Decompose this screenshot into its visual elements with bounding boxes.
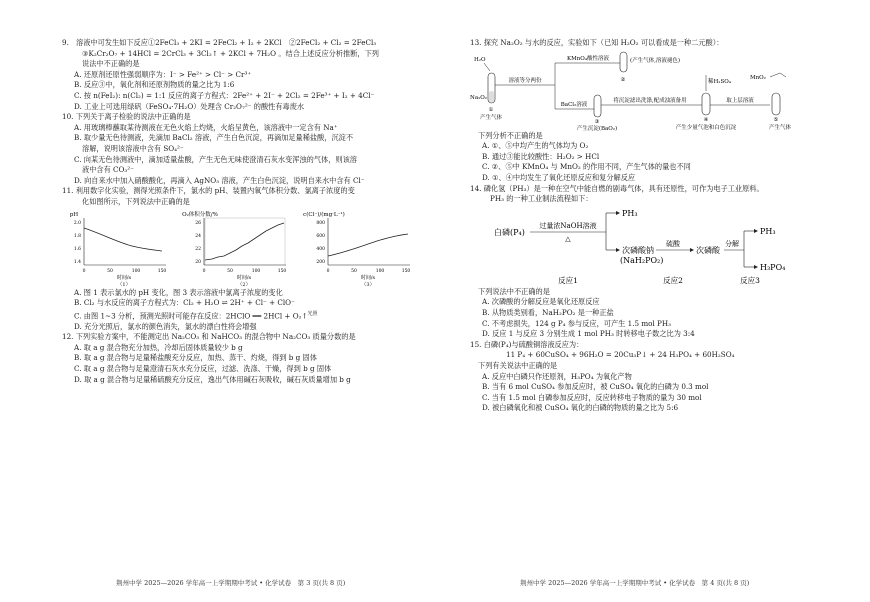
graph-3-xtick: 50 bbox=[351, 268, 357, 274]
graph-1-ylabel: pH bbox=[69, 211, 79, 218]
tube-4-observation: 产生少量气泡和白色沉淀 bbox=[675, 124, 737, 131]
graph-3-xtick: 100 bbox=[375, 268, 385, 274]
q11-option-d: D. 充分光照后，氯水的颜色消失，氯水的漂白性将会增强 bbox=[74, 321, 257, 331]
q12-option-d: D. 取 a g 混合物与足量稀硫酸充分反应，逸出气体用碱石灰吸收，碱石灰质量增加 b g bbox=[74, 374, 351, 384]
take-upper-label: 取上层溶液 bbox=[726, 97, 754, 104]
graph-2-xtick: 0 bbox=[202, 268, 206, 274]
sodium-hypophosphite-label: 次磷酸钠 bbox=[622, 245, 654, 255]
test-tube-3 bbox=[594, 95, 601, 117]
hypophosphorous-acid-label: 次磷酸 bbox=[696, 245, 720, 255]
q15-option-d: D. 被白磷氧化和被 CuSO₄ 氧化的白磷的物质的量之比为 5:6 bbox=[482, 403, 679, 413]
graph-3-ytick: 800 bbox=[316, 220, 325, 226]
graph-2-xtick: 100 bbox=[251, 268, 261, 274]
graph-2-curve bbox=[205, 223, 284, 260]
q12-option-c: C. 取 a g 混合物与足量澄清石灰水充分反应，过滤、洗涤、干燥，得到 b g 固体 bbox=[74, 364, 332, 374]
sulfuric-acid-label: 硫酸 bbox=[666, 239, 680, 248]
right-column bbox=[470, 38, 828, 414]
q10-option-a: A. 用玻璃棒蘸取某待测液在无色火焰上灼烧，火焰呈黄色，该溶液中一定含有 Na⁺ bbox=[74, 122, 338, 132]
page-footer-right: 荆州中学 2025—2026 学年高一上学期期中考试 • 化学试卷 第 4 页(共 8 页) bbox=[520, 579, 750, 587]
h3po4-product: H₃PO₄ bbox=[760, 262, 786, 272]
q14-option-c: C. 不考虑损失，124 g P₄ 参与反应，可产生 1.5 mol PH₃ bbox=[482, 318, 672, 328]
graph-1-ytick: 1.4 bbox=[73, 259, 81, 265]
left-column bbox=[62, 38, 430, 385]
tube-5-number: ⑤ bbox=[773, 116, 779, 123]
na2o2-label: Na₂O₂ bbox=[470, 94, 488, 101]
tube-5-observation: 产生气体 bbox=[768, 124, 792, 131]
q12-option-a: A. 取 a g 混合物充分加热，冷却后固体质量较少 b g bbox=[74, 342, 243, 352]
sodium-hypophosphite-formula: (NaH₂PO₂) bbox=[620, 255, 664, 265]
q12-stem: 12. 下列实验方案中，不能测定出 Na₂CO₃ 和 NaHCO₃ 的混合物中 Na₂CO₃ 质量分数的是 bbox=[62, 332, 356, 342]
kmno4-label: KMnO₄酸性溶液 bbox=[567, 55, 609, 62]
q11-option-c-text: C. 由图 1~3 分析，预测光照时可能存在反应：2HClO ══ 2HCl + O₂↑ bbox=[74, 311, 308, 321]
q11-option-a: A. 图 1 表示氯水的 pH 变化，图 3 表示溶液中氯离子浓度的变化 bbox=[74, 287, 283, 297]
h2so4-label: 稀H₂SO₄ bbox=[708, 78, 731, 85]
tube-4-number: ④ bbox=[703, 116, 709, 123]
mno2-label: MnO₂ bbox=[750, 74, 766, 81]
q15-option-b: B. 当有 6 mol CuSO₄ 参加反应时，被 CuSO₄ 氧化的白磷为 0.3 mol bbox=[482, 382, 709, 392]
q13-ask: 下列分析不正确的是 bbox=[478, 130, 543, 140]
tube-1-number: ① bbox=[488, 106, 494, 113]
graph-1-ytick: 1.8 bbox=[73, 233, 81, 239]
q11-stem-2: 化如图所示，下列说法中正确的是 bbox=[82, 196, 190, 206]
separate-label: 将沉淀滤出洗涤,配成浊液备用 bbox=[613, 97, 687, 104]
q11-option-c-condition: 光照 bbox=[307, 310, 318, 317]
q13-apparatus-diagram bbox=[470, 49, 828, 131]
graph-3-ytick: 400 bbox=[316, 246, 325, 252]
white-phosphorus-label: 白磷(P₄) bbox=[494, 227, 525, 237]
q11-stem-1: 11. 利用数字化实验，测得光照条件下，氯水的 pH、装置内氧气体积分数、氯离子浓度的变 bbox=[62, 186, 355, 196]
q10-option-c-1: C. 向某无色待测液中，滴加适量盐酸，产生无色无味使澄清石灰水变浑浊的气体，则该溶 bbox=[74, 154, 357, 164]
graph-3-ytick: 200 bbox=[316, 259, 325, 265]
reaction-1-label: 反应1 bbox=[558, 275, 578, 285]
q9-option-d: D. 工业上可选用绿矾（FeSO₄·7H₂O）处理含 Cr₂O₇²⁻ 的酸性有毒废水 bbox=[74, 101, 305, 111]
q14-stem-1: 14. 磷化氢（PH₃）是一种在空气中能自燃的剧毒气体，具有还原性，可作为电子工业原料。 bbox=[470, 183, 764, 193]
q9-stem-1: 9. 溶液中可发生如下反应①2FeCl₃ + 2KI = 2FeCl₂ + I₂ + 2KCl ②2FeCl₂ + Cl₂ = 2FeCl₃ bbox=[62, 38, 377, 47]
test-tube-4 bbox=[702, 93, 710, 115]
graph-2-ytick: 20 bbox=[195, 259, 201, 265]
q11-option-c bbox=[74, 309, 430, 322]
graph-2-ytick: 22 bbox=[195, 246, 201, 252]
q10-stem: 10. 下列关于离子检验的说法中正确的是 bbox=[62, 112, 191, 122]
graph-1-number: （1） bbox=[117, 281, 131, 288]
graph-2-ylabel: O₂体积分数/% bbox=[182, 211, 218, 218]
bacl2-label: BaCl₂溶液 bbox=[560, 101, 588, 108]
q9-option-b: B. 反应③中，氧化剂和还原剂物质的量之比为 1:6 bbox=[74, 80, 235, 90]
q13-option-d: D. ①、④中均发生了氧化还原反应和复分解反应 bbox=[482, 172, 636, 182]
graph-2-ytick: 26 bbox=[195, 220, 201, 226]
q15-ask: 下列有关说法中正确的是 bbox=[478, 360, 558, 370]
graph-2-xtick: 50 bbox=[227, 268, 233, 274]
graph-3-xtick: 0 bbox=[326, 268, 330, 274]
tube-2-number: ② bbox=[620, 76, 626, 83]
graph-1-xtick: 100 bbox=[131, 268, 141, 274]
q10-option-c-2: 液中含有 CO₃²⁻ bbox=[82, 165, 134, 175]
graph-1-ytick: 2.0 bbox=[73, 220, 81, 226]
q9-stem-2: ③K₂Cr₂O₇ + 14HCl = 2CrCl₃ + 3Cl₂↑ + 2KCl + 7H₂O 。结合上述反应分析推断，下列 bbox=[82, 48, 379, 58]
ph3-product-2: PH₃ bbox=[760, 226, 776, 236]
q10-option-d: D. 向自来水中加入硝酸酸化，再滴入 AgNO₃ 溶液，产生白色沉淀，说明自来水中含有 Cl⁻ bbox=[74, 175, 365, 185]
graph-1-xtick: 0 bbox=[82, 268, 86, 274]
q13-stem: 13. 探究 Na₂O₂ 与水的反应，实验如下（已知 H₂O₂ 可以看成是一种二元酸）： bbox=[470, 38, 724, 47]
graph-1-xtick: 50 bbox=[107, 268, 113, 274]
q15-option-a: A. 反应中白磷只作还原剂，H₃PO₄ 为氧化产物 bbox=[482, 371, 632, 381]
q14-stem-2: PH₃ 的一种工业制法流程如下： bbox=[490, 194, 593, 204]
graph-3-ytick: 600 bbox=[316, 233, 325, 239]
q14-option-d: D. 反应 1 与反应 3 分别生成 1 mol PH₃ 时转移电子数之比为 3:4 bbox=[482, 329, 695, 339]
tube-3-observation: 产生沉淀(BaO₂) bbox=[576, 125, 618, 131]
q13-option-c: C. ②、⑤中 KMnO₄ 与 MnO₂ 的作用不同，产生气体的量也不同 bbox=[482, 162, 691, 172]
graph-1-xlabel: 时间/s bbox=[116, 274, 132, 281]
q10-option-b-1: B. 取少量无色待测液，先滴加 BaCl₂ 溶液，产生白色沉淀，再滴加足量稀盐酸，沉淀不 bbox=[74, 133, 354, 143]
tube-1-observation: 产生气体 bbox=[479, 114, 503, 121]
graph-2-xtick: 150 bbox=[277, 268, 287, 274]
q13-option-b: B. 通过③能比较酸性：H₂O₂ > HCl bbox=[482, 151, 600, 161]
ph3-product-1: PH₃ bbox=[622, 208, 638, 218]
q10-option-b-2: 溶解，说明该溶液中含有 SO₄²⁻ bbox=[82, 143, 184, 153]
graph-2-ytick: 24 bbox=[195, 233, 201, 239]
graph-1-ytick: 1.6 bbox=[73, 246, 81, 252]
page-footer-left: 荆州中学 2025—2026 学年高一上学期期中考试 • 化学试卷 第 3 页(共 8 页) bbox=[116, 579, 346, 587]
graph-1-xtick: 150 bbox=[157, 268, 167, 274]
graph-2-number: （2） bbox=[237, 281, 251, 288]
q14-flow-diagram bbox=[470, 205, 828, 287]
q14-ask: 下列说法中不正确的是 bbox=[478, 286, 550, 296]
graph-3-number: （3） bbox=[361, 281, 375, 288]
decompose-label: 分解 bbox=[725, 239, 739, 248]
q14-option-b: B. 从物质类别看，NaH₂PO₂ 是一种正盐 bbox=[482, 307, 614, 317]
test-tube-2 bbox=[620, 52, 627, 72]
reaction-2-label: 反应2 bbox=[663, 275, 683, 285]
graph-3-xlabel: 时间/s bbox=[360, 274, 376, 281]
q15-equation: 11 P₄ + 60CuSO₄ + 96H₂O = 20Cu₃P↓ + 24 H₃PO₄ + 60H₂SO₄ bbox=[506, 350, 735, 360]
graph-1-curve bbox=[84, 228, 162, 251]
graph-3-xtick: 150 bbox=[401, 268, 411, 274]
graph-3-ylabel: c(Cl⁻)/(mg·L⁻¹) bbox=[303, 211, 345, 218]
q15-option-c: C. 当有 1.5 mol 白磷参加反应时，反应转移电子物质的量为 30 mol bbox=[482, 392, 702, 402]
tube-3-number: ③ bbox=[594, 118, 600, 125]
graph-3 bbox=[303, 211, 410, 288]
q11-graphs bbox=[62, 210, 430, 288]
q9-option-a: A. 还原剂还原性强弱顺序为：I⁻ > Fe²⁺ > Cl⁻ > Cr³⁺ bbox=[74, 69, 252, 79]
graph-2 bbox=[182, 210, 286, 288]
h2o-label: H₂O bbox=[474, 56, 486, 63]
graph-3-curve bbox=[328, 234, 408, 256]
graph-1 bbox=[70, 212, 167, 288]
q9-option-c: C. 按 n(FeI₂): n(Cl₂) = 1:1 反应的离子方程式：2Fe²⁺ + 2I⁻ + 2Cl₂ = 2Fe³⁺ + I₂ + 4Cl⁻ bbox=[74, 90, 375, 100]
test-tube-5 bbox=[772, 93, 780, 115]
condition-label: 过量浓NaOH溶液 bbox=[539, 221, 597, 230]
q15-stem: 15. 白磷(P₄)与硫酸铜溶液反应为： bbox=[470, 339, 584, 349]
split-label: 溶液等分两份 bbox=[508, 77, 542, 84]
reaction-3-label: 反应3 bbox=[740, 275, 760, 285]
heat-symbol: △ bbox=[565, 234, 571, 243]
q11-option-b: B. Cl₂ 与水反应的离子方程式为：Cl₂ + H₂O ⇌ 2H⁺ + Cl⁻ + ClO⁻ bbox=[74, 298, 295, 308]
q14-option-a: A. 次磷酸的分解反应是氧化还原反应 bbox=[482, 297, 600, 307]
q13-option-a: A. ①、⑤中均产生的气体均为 O₂ bbox=[482, 141, 589, 151]
tube-2-observation: (产生气体,溶液褪色) bbox=[630, 57, 681, 64]
q9-stem-3: 说法中不正确的是 bbox=[82, 59, 140, 69]
q12-option-b: B. 取 a g 混合物与足量稀盐酸充分反应，加热、蒸干、灼烧，得到 b g 固体 bbox=[74, 353, 317, 363]
graph-2-xlabel: 时间/s bbox=[236, 274, 252, 281]
